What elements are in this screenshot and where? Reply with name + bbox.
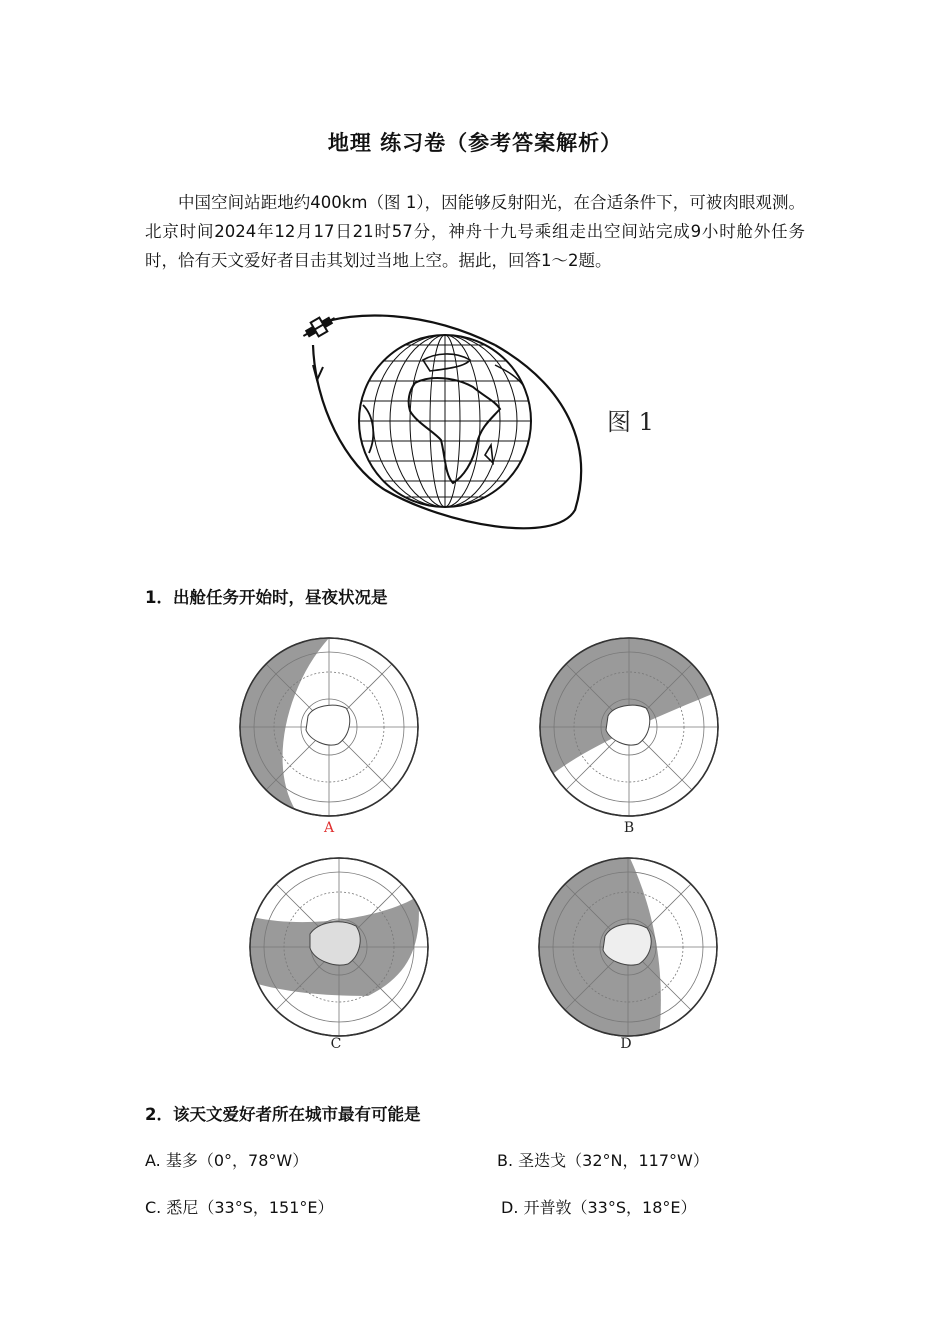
- globe-option-d[interactable]: [537, 856, 719, 1038]
- globe-option-b[interactable]: [538, 636, 720, 818]
- globe-option-a[interactable]: [238, 636, 420, 818]
- globe-label-c: C: [330, 1036, 342, 1052]
- q2-option-b[interactable]: B. 圣迭戈（32°N，117°W）: [497, 1151, 709, 1170]
- q2-option-a[interactable]: A. 基多（0°，78°W）: [145, 1151, 309, 1170]
- q2-option-c[interactable]: C. 悉尼（33°S，151°E）: [145, 1198, 334, 1217]
- q2-option-d[interactable]: D. 开普敦（33°S，18°E）: [501, 1198, 697, 1217]
- globe-option-c[interactable]: [248, 856, 430, 1038]
- space-station-icon: [299, 311, 338, 343]
- figure-1-space-station: [295, 305, 665, 545]
- question-1: 1．出舱任务开始时，昼夜状况是: [145, 588, 388, 607]
- globe-label-a: A: [323, 820, 335, 836]
- globe-label-b: B: [623, 820, 635, 836]
- intro-paragraph: 中国空间站距地约400km（图 1），因能够反射阳光，在合适条件下，可被肉眼观测。北京时间2024年12月17日21时57分，神舟十九号乘组走出空间站完成9小时舱外任务时，恰有天文爱好者目击其划过当地上空。据此，回答1～2题。: [145, 193, 805, 270]
- globe-label-d: D: [620, 1036, 632, 1052]
- question-2: 2．该天文爱好者所在城市最有可能是: [145, 1105, 421, 1124]
- figure-1-label: 图 1: [607, 408, 654, 436]
- earth-globe: [355, 335, 535, 507]
- page-title: 地理 练习卷（参考答案解析）: [327, 131, 623, 155]
